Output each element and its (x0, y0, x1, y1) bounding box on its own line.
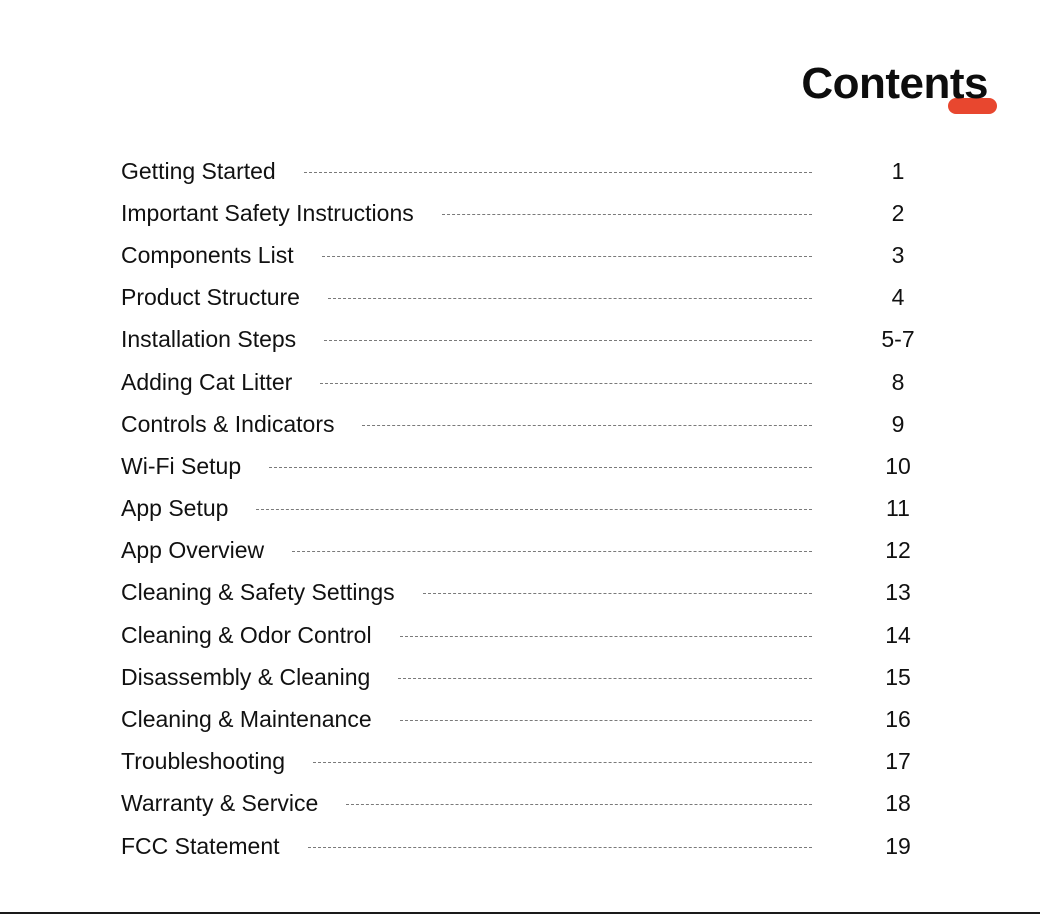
toc-entry-page-number: 19 (885, 832, 911, 859)
toc-entry-page-number: 17 (885, 748, 911, 775)
toc-dotted-leader (423, 593, 812, 594)
toc-dotted-leader (328, 298, 812, 299)
toc-entry[interactable] (121, 783, 918, 825)
toc-entry-label: Cleaning & Odor Control (121, 621, 372, 648)
toc-dotted-leader (400, 636, 812, 637)
toc-entry-label: FCC Statement (121, 832, 280, 859)
toc-entry-label: Wi-Fi Setup (121, 452, 242, 479)
toc-dotted-leader (256, 509, 812, 510)
toc-entry[interactable] (121, 192, 918, 234)
toc-entry-page-number: 16 (885, 706, 911, 733)
toc-dotted-leader (313, 762, 812, 763)
toc-entry-page-number: 2 (891, 199, 905, 226)
toc-entry[interactable] (121, 319, 918, 361)
toc-entry-page-number: 18 (885, 790, 911, 817)
toc-entry-label: Components List (121, 241, 294, 268)
toc-entry-label: App Setup (121, 495, 229, 522)
toc-dotted-leader (398, 678, 812, 679)
toc-entry-label: Important Safety Instructions (121, 199, 414, 226)
toc-entry-page-number: 13 (885, 579, 911, 606)
toc-entry[interactable] (121, 403, 918, 445)
toc-entry-page-number: 11 (886, 495, 910, 522)
toc-dotted-leader (442, 214, 812, 215)
toc-entry[interactable] (121, 488, 918, 530)
toc-dotted-leader (324, 340, 812, 341)
toc-entry-label: App Overview (121, 537, 265, 564)
toc-entry-label: Adding Cat Litter (121, 368, 293, 395)
toc-entry[interactable] (121, 572, 918, 614)
toc-entry[interactable] (121, 825, 918, 867)
toc-entry-label: Getting Started (121, 157, 276, 184)
toc-entry-label: Cleaning & Safety Settings (121, 579, 395, 606)
toc-entry-page-number: 3 (891, 241, 905, 268)
toc-entry-label: Troubleshooting (121, 748, 286, 775)
toc-entry-page-number: 4 (891, 284, 905, 311)
toc-dotted-leader (322, 256, 812, 257)
table-of-contents (121, 150, 918, 867)
toc-entry-label: Product Structure (121, 284, 300, 311)
toc-dotted-leader (304, 172, 812, 173)
toc-entry-page-number: 5-7 (881, 326, 915, 353)
toc-dotted-leader (362, 425, 812, 426)
toc-entry-page-number: 14 (885, 621, 911, 648)
toc-entry-label: Disassembly & Cleaning (121, 663, 371, 690)
toc-entry[interactable] (121, 741, 918, 783)
toc-entry[interactable] (121, 361, 918, 403)
toc-entry-page-number: 8 (891, 368, 905, 395)
toc-entry[interactable] (121, 150, 918, 192)
toc-dotted-leader (400, 720, 812, 721)
toc-dotted-leader (308, 847, 813, 848)
toc-entry-page-number: 10 (885, 452, 911, 479)
toc-entry[interactable] (121, 698, 918, 740)
toc-dotted-leader (269, 467, 812, 468)
title-block (801, 58, 988, 118)
toc-dotted-leader (320, 383, 812, 384)
page-title: Contents (801, 59, 988, 108)
toc-entry-label: Cleaning & Maintenance (121, 706, 372, 733)
toc-dotted-leader (292, 551, 812, 552)
toc-dotted-leader (346, 804, 812, 805)
toc-entry[interactable] (121, 234, 918, 276)
toc-entry-page-number: 12 (885, 537, 911, 564)
toc-entry[interactable] (121, 656, 918, 698)
toc-entry-label: Installation Steps (121, 326, 297, 353)
toc-entry-page-number: 9 (891, 410, 905, 437)
toc-entry-page-number: 15 (885, 663, 911, 690)
toc-entry[interactable] (121, 445, 918, 487)
toc-entry[interactable] (121, 530, 918, 572)
toc-entry-label: Controls & Indicators (121, 410, 335, 437)
toc-entry[interactable] (121, 614, 918, 656)
toc-entry-label: Warranty & Service (121, 790, 319, 817)
toc-entry-page-number: 1 (891, 157, 905, 184)
toc-entry[interactable] (121, 277, 918, 319)
